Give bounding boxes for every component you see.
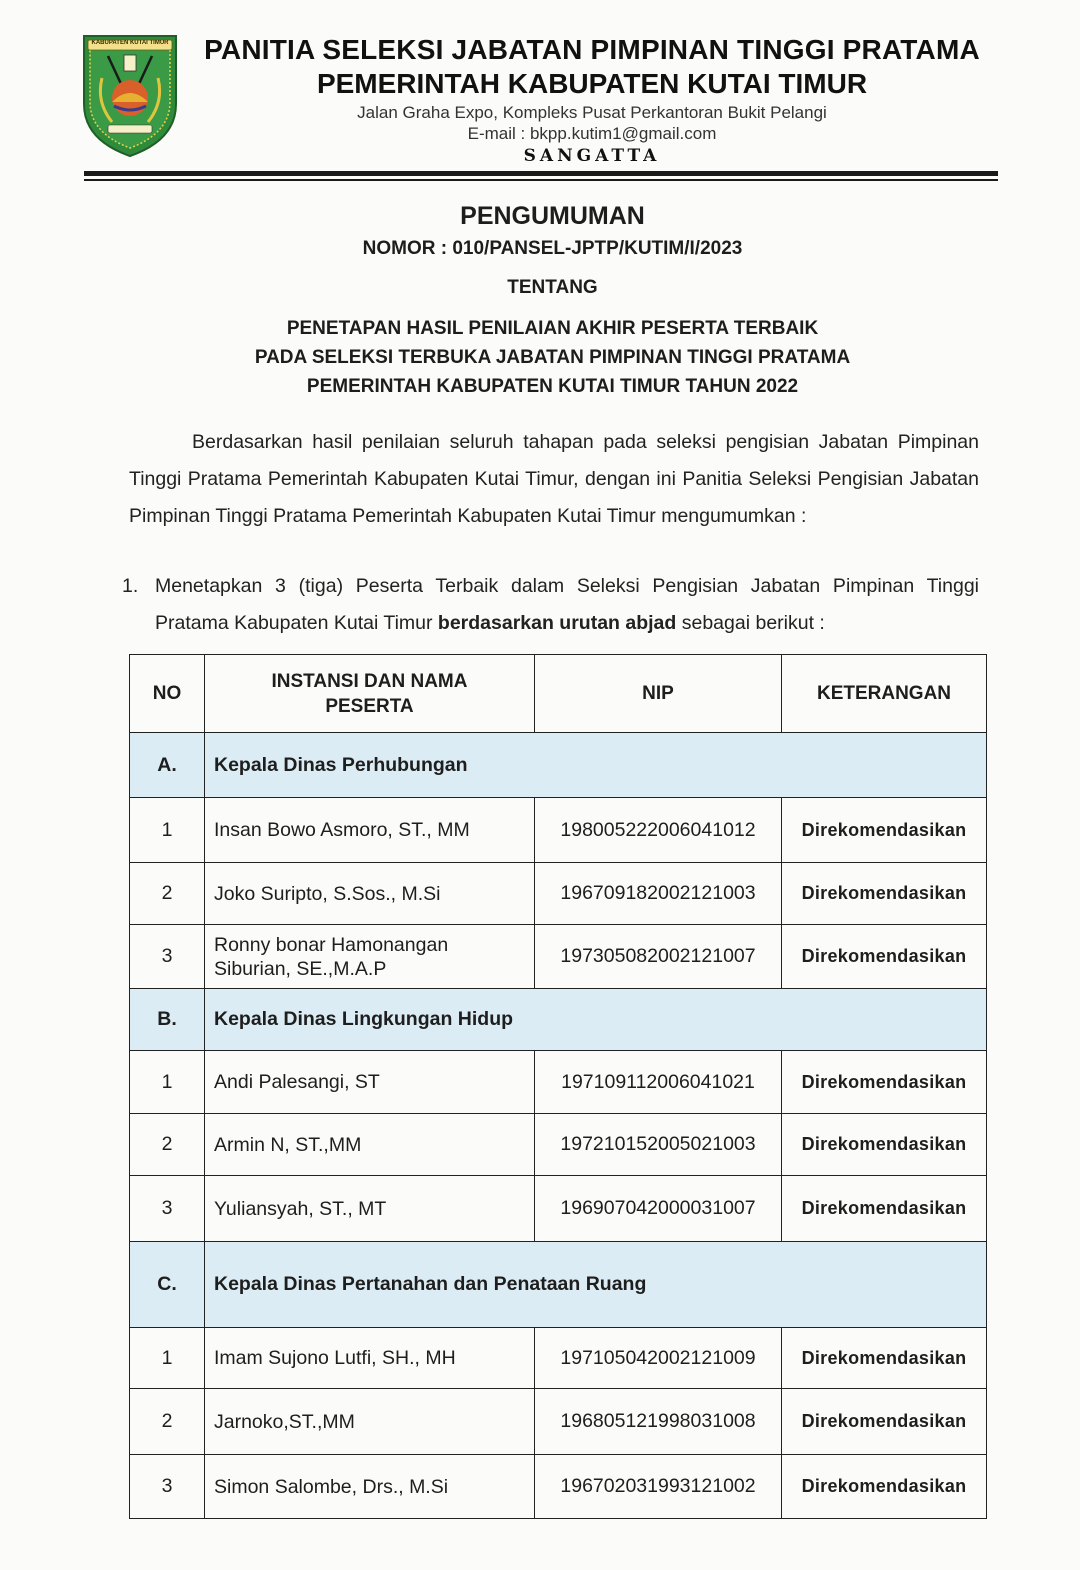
cell-name (205, 798, 535, 863)
subject-line-1: PENETAPAN HASIL PENILAIAN AKHIR PESERTA TERBAIK (286, 318, 819, 339)
list-item-text-part: Menetapkan 3 (tiga) Peserta Terbaik dalam Seleksi Pengisian Jabatan Pimpinan Tinggi Pratama Kabupaten Kutai Timur (155, 575, 979, 634)
header-nama-line2: PESERTA (325, 695, 414, 717)
cell-nip: 196907042000031007 (535, 1176, 782, 1242)
cell-name-line: Armin N, ST.,MM (214, 1133, 362, 1156)
address-line: Jalan Graha Expo, Kompleks Pusat Perkantoran Bukit Pelangi (357, 103, 827, 122)
section-row (130, 1242, 987, 1328)
body-paragraph (129, 424, 979, 535)
body-paragraph-text: Berdasarkan hasil penilaian seluruh tahapan pada seleksi pengisian Jabatan Pimpinan Tinggi Pratama Pemerintah Kabupaten Kutai Timur, dengan ini Panitia Seleksi Pengisian Jabatan Pimpinan Tinggi Pratama Pemerintah Kabupaten Kutai Timur mengumumkan : (129, 431, 979, 527)
cell-name (205, 1328, 535, 1389)
city-line: SANGATTA (523, 146, 661, 166)
list-item-text (155, 568, 979, 642)
list-item-number: 1. (122, 575, 139, 597)
cell-name-line: Joko Suripto, S.Sos., M.Si (214, 882, 441, 905)
list-item-text-part: sebagai berikut : (676, 612, 825, 634)
table-row (130, 925, 987, 989)
cell-name (205, 863, 535, 925)
cell-no: 1 (130, 1051, 205, 1114)
letterhead-divider-thin (84, 179, 998, 181)
cell-no: 1 (130, 1328, 205, 1389)
header-keterangan: KETERANGAN (782, 655, 987, 733)
cell-keterangan: Direkomendasikan (782, 1114, 987, 1176)
cell-name (205, 1051, 535, 1114)
cell-no: 3 (130, 925, 205, 989)
cell-name-line: Imam Sujono Lutfi, SH., MH (214, 1347, 456, 1369)
cell-no: 2 (130, 1389, 205, 1455)
section-row (130, 989, 987, 1051)
table-row (130, 798, 987, 863)
subject-line-3: PEMERINTAH KABUPATEN KUTAI TIMUR TAHUN 2022 (306, 376, 799, 397)
cell-name (205, 1455, 535, 1519)
results-table (129, 654, 987, 1519)
cell-no: 1 (130, 798, 205, 863)
announcement-heading: PENGUMUMAN (460, 202, 645, 230)
announcement-about: TENTANG (507, 277, 598, 298)
cell-no: 2 (130, 863, 205, 925)
header-nama (205, 655, 535, 733)
cell-keterangan: Direkomendasikan (782, 925, 987, 989)
cell-name (205, 1176, 535, 1242)
section-title: Kepala Dinas Pertanahan dan Penataan Ruang (205, 1242, 987, 1328)
cell-keterangan: Direkomendasikan (782, 1389, 987, 1455)
cell-nip: 196805121998031008 (535, 1389, 782, 1455)
cell-nip: 197210152005021003 (535, 1114, 782, 1176)
cell-name-line: Siburian, SE.,M.A.P (214, 957, 387, 980)
header-no: NO (130, 655, 205, 733)
table-header-row (130, 655, 987, 733)
header-nip: NIP (535, 655, 782, 733)
table-row (130, 1389, 987, 1455)
cell-nip: 196709182002121003 (535, 863, 782, 925)
table-row (130, 1328, 987, 1389)
section-title: Kepala Dinas Perhubungan (205, 733, 987, 798)
organization-line-1: PANITIA SELEKSI JABATAN PIMPINAN TINGGI PRATAMA (204, 34, 980, 65)
table-row (130, 1051, 987, 1114)
cell-keterangan: Direkomendasikan (782, 863, 987, 925)
emblem-text: KABUPATEN KUTAI TIMUR (91, 40, 169, 46)
cell-name-line: Insan Bowo Asmoro, ST., MM (214, 819, 470, 841)
cell-keterangan: Direkomendasikan (782, 798, 987, 863)
table-row (130, 1114, 987, 1176)
organization-line-2: PEMERINTAH KABUPATEN KUTAI TIMUR (316, 68, 868, 99)
letterhead-divider-thick (84, 171, 998, 176)
subject-line-2: PADA SELEKSI TERBUKA JABATAN PIMPINAN TINGGI PRATAMA (254, 347, 851, 368)
cell-name (205, 925, 535, 989)
table-row (130, 1455, 987, 1519)
section-letter: A. (130, 733, 205, 798)
section-title: Kepala Dinas Lingkungan Hidup (205, 989, 987, 1051)
section-letter: B. (130, 989, 205, 1051)
cell-name-line: Jarnoko,ST.,MM (214, 1410, 355, 1433)
cell-name-line: Andi Palesangi, ST (214, 1071, 380, 1093)
cell-keterangan: Direkomendasikan (782, 1455, 987, 1519)
cell-nip: 197305082002121007 (535, 925, 782, 989)
section-letter: C. (130, 1242, 205, 1328)
cell-no: 3 (130, 1455, 205, 1519)
cell-nip: 196702031993121002 (535, 1455, 782, 1519)
cell-name-line: Simon Salombe, Drs., M.Si (214, 1475, 449, 1498)
header-nama-line1: INSTANSI DAN NAMA (271, 670, 468, 692)
cell-keterangan: Direkomendasikan (782, 1176, 987, 1242)
cell-name (205, 1114, 535, 1176)
announcement-number: NOMOR : 010/PANSEL-JPTP/KUTIM/I/2023 (362, 238, 743, 259)
cell-nip: 197109112006041021 (535, 1051, 782, 1114)
cell-keterangan: Direkomendasikan (782, 1328, 987, 1389)
list-item-text-bold: berdasarkan urutan abjad (437, 612, 677, 634)
cell-name-line: Ronny bonar Hamonangan (214, 933, 449, 956)
cell-name (205, 1389, 535, 1455)
cell-no: 3 (130, 1176, 205, 1242)
section-row (130, 733, 987, 798)
cell-nip: 198005222006041012 (535, 798, 782, 863)
table-row (130, 1176, 987, 1242)
email-line: E-mail : bkpp.kutim1@gmail.com (467, 124, 717, 143)
cell-keterangan: Direkomendasikan (782, 1051, 987, 1114)
cell-no: 2 (130, 1114, 205, 1176)
cell-name-line: Yuliansyah, ST., MT (214, 1197, 387, 1220)
cell-nip: 197105042002121009 (535, 1328, 782, 1389)
table-row (130, 863, 987, 925)
